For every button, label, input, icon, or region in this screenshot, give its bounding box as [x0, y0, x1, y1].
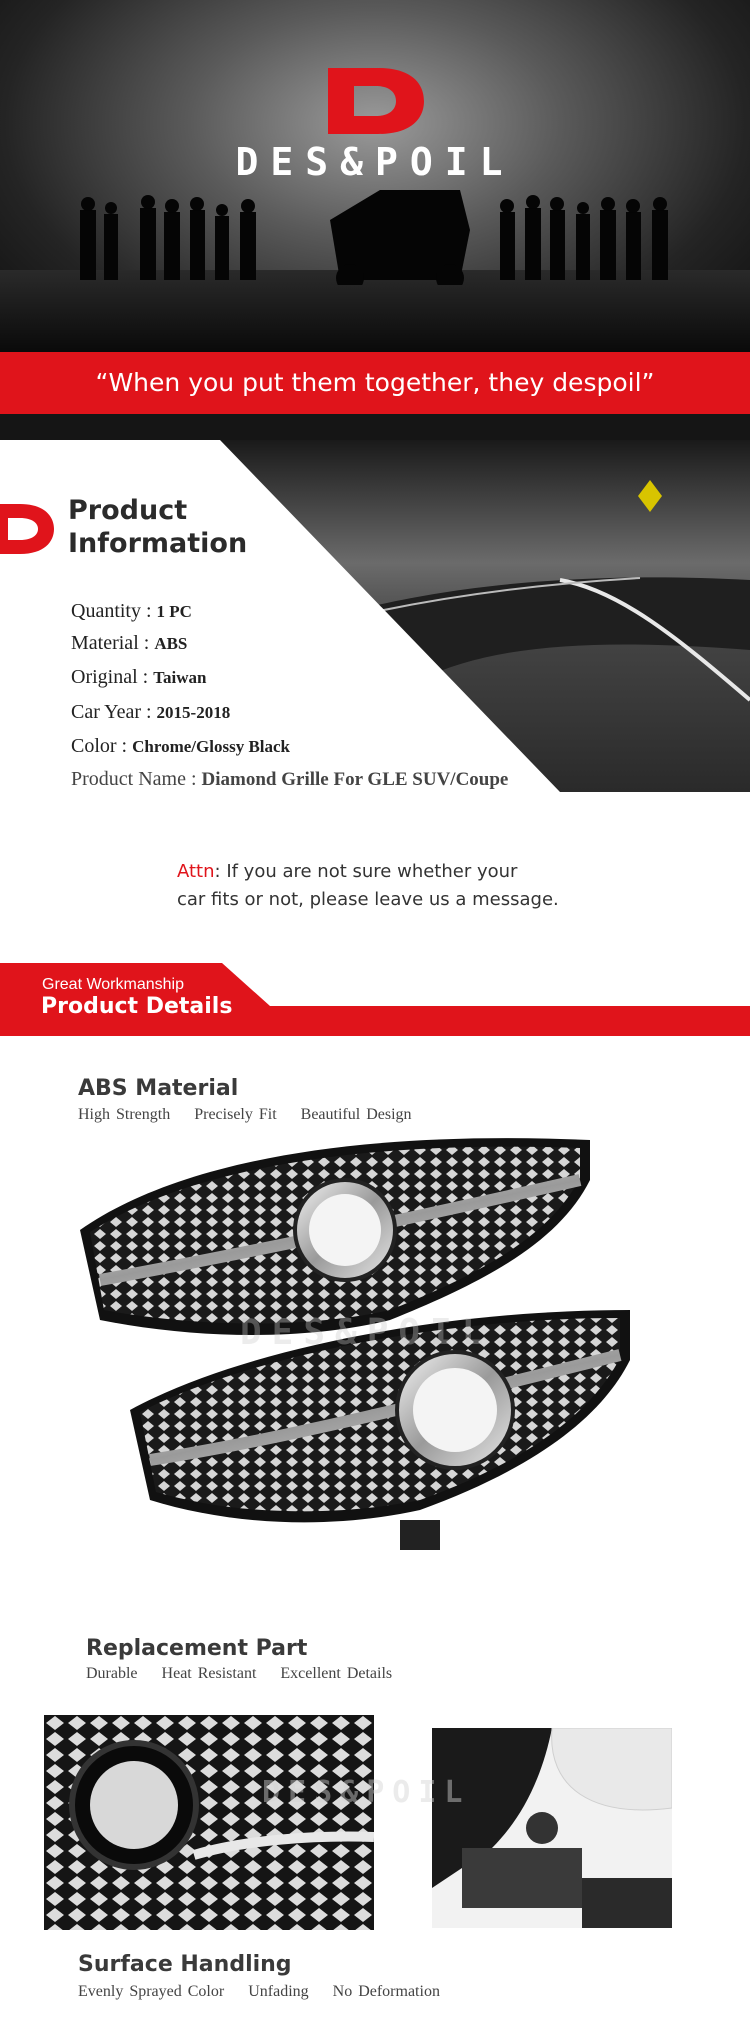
section-features-surface [78, 1983, 464, 2001]
brand-logo-icon [320, 62, 430, 140]
crowd-silhouette-icon [80, 190, 680, 285]
feature-item: Excellent Details [280, 1665, 393, 1682]
feature-item: No Deformation [332, 1983, 440, 2000]
feature-item: Unfading [248, 1983, 309, 2000]
section-logo-icon [0, 500, 58, 558]
spec-original [71, 666, 206, 689]
section-title-surface: Surface Handling [78, 1952, 292, 1977]
spec-quantity [71, 600, 192, 623]
spec-label: Quantity : [71, 600, 157, 622]
attn-line1: : If you are not sure whether your [214, 861, 518, 882]
spec-label: Original : [71, 666, 154, 688]
spec-value: Chrome/Glossy Black [132, 737, 291, 756]
divider-band [0, 414, 750, 440]
watermark-2: DES&POIL [262, 1775, 471, 1810]
feature-item: Beautiful Design [300, 1106, 412, 1123]
grille-closeup-left [44, 1715, 374, 1930]
feature-item: Durable [86, 1665, 138, 1682]
product-info-title [68, 494, 247, 560]
spec-value: Diamond Grille For GLE SUV/Coupe [201, 769, 509, 790]
product-info-title-line1: Product [68, 495, 188, 526]
tagline-text: “When you put them together, they despoil” [95, 368, 655, 397]
feature-item: Heat Resistant [161, 1665, 257, 1682]
details-big-title: Product Details [41, 994, 233, 1019]
spec-car-year [71, 701, 230, 724]
attn-label: Attn [177, 861, 215, 882]
spec-product-name [71, 768, 508, 791]
attn-line2: car fits or not, please leave us a message. [177, 889, 559, 910]
spec-material [71, 632, 187, 655]
section-title-abs: ABS Material [78, 1076, 239, 1101]
spec-value: 1 PC [156, 602, 192, 621]
spec-value: Taiwan [153, 668, 207, 687]
section-title-replacement: Replacement Part [86, 1636, 308, 1661]
watermark: DES&POIL [240, 1312, 494, 1353]
feature-item: Evenly Sprayed Color [78, 1983, 225, 2000]
spec-label: Color : [71, 735, 133, 757]
product-info-title-line2: Information [68, 528, 248, 559]
feature-item: Precisely Fit [194, 1106, 277, 1123]
spec-value: 2015-2018 [156, 703, 231, 722]
details-small-title: Great Workmanship [42, 976, 184, 993]
feature-item: High Strength [78, 1106, 171, 1123]
spec-value: ABS [154, 634, 188, 653]
section-features-replacement [86, 1665, 416, 1683]
spec-label: Material : [71, 632, 155, 654]
spec-label: Car Year : [71, 701, 157, 723]
spec-label: Product Name : [71, 768, 202, 790]
spec-color [71, 735, 290, 758]
grille-closeup-right [432, 1728, 672, 1928]
brand-name: DES&POIL [235, 140, 515, 184]
attn-note [177, 858, 559, 914]
